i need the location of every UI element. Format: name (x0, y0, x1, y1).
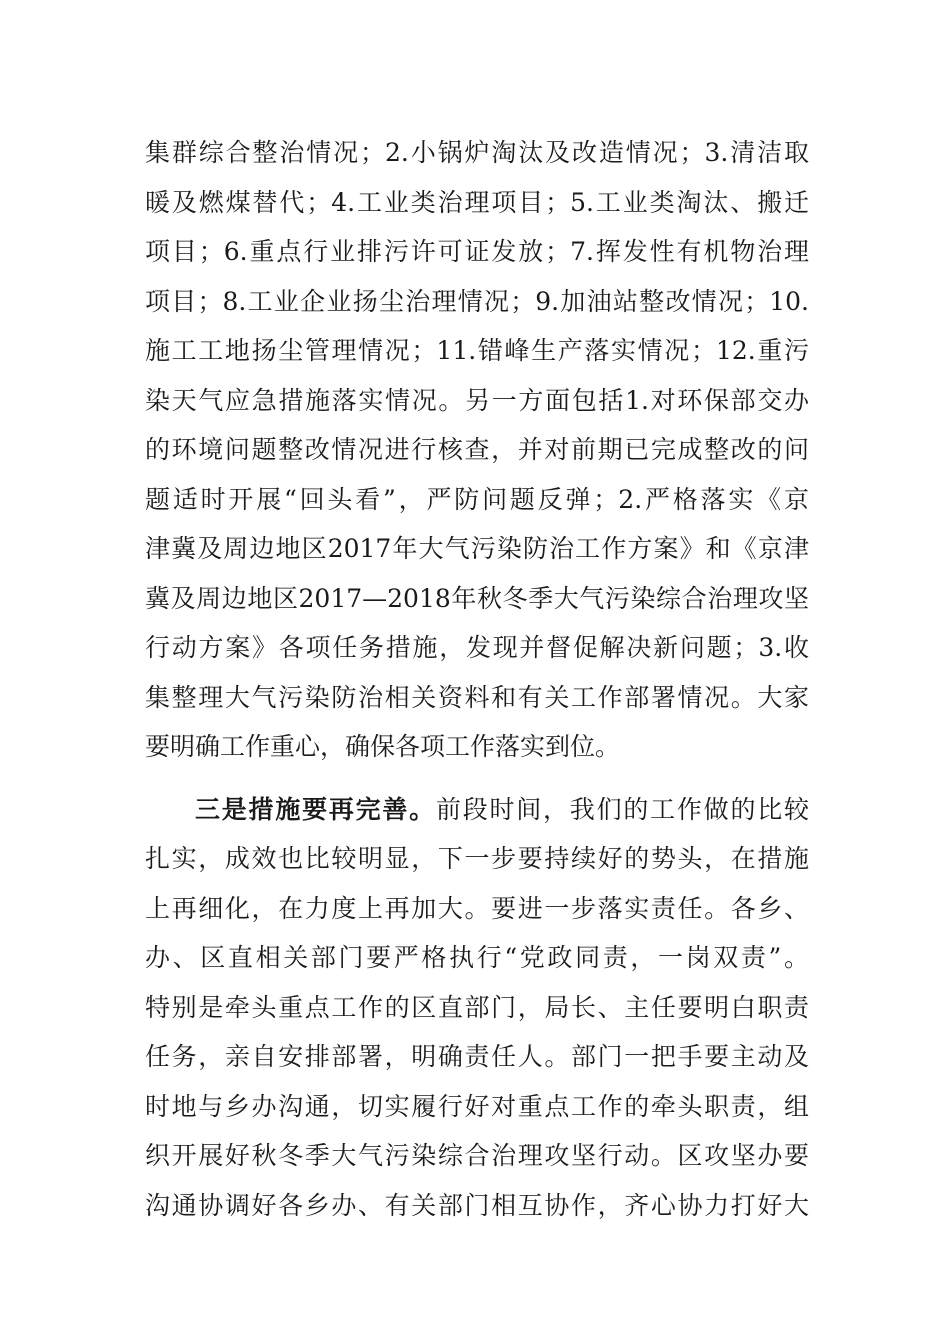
text-line: 织开展好秋冬季大气污染综合治理攻坚行动。区攻坚办要 (145, 1141, 809, 1170)
paragraph-1 (145, 128, 809, 772)
text-line: 集整理大气污染防治相关资料和有关工作部署情况。大家 (145, 682, 809, 712)
paragraph-first-line (145, 785, 809, 835)
paragraph-2 (145, 785, 809, 1231)
document-body (145, 128, 809, 1230)
text-run: 前段时间，我们的工作做的比较 (435, 794, 809, 824)
text-line: 特别是牵头重点工作的区直部门，局长、主任要明白职责 (145, 992, 809, 1022)
text-line: 行动方案》各项任务措施，发现并督促解决新问题；3.收 (145, 633, 809, 662)
text-line: 施工工地扬尘管理情况；11.错峰生产落实情况；12.重污 (145, 336, 809, 365)
text-line: 任务，亲自安排部署，明确责任人。部门一把手要主动及 (145, 1042, 809, 1071)
text-line: 冀及周边地区2017—2018年秋冬季大气污染综合治理攻坚 (145, 583, 809, 613)
text-line: 项目；8.工业企业扬尘治理情况；9.加油站整改情况；10. (145, 286, 809, 316)
text-line: 染天气应急措施落实情况。另一方面包括1.对环保部交办 (145, 385, 809, 415)
text-line: 扎实，成效也比较明显，下一步要持续好的势头，在措施 (145, 844, 809, 873)
text-line: 沟通协调好各乡办、有关部门相互协作，齐心协力打好大 (145, 1190, 809, 1220)
text-line: 集群综合整治情况；2.小锅炉淘汰及改造情况；3.清洁取 (145, 138, 809, 167)
text-line: 暖及燃煤替代；4.工业类治理项目；5.工业类淘汰、搬迁 (145, 187, 809, 217)
text-line: 题适时开展“回头看”，严防问题反弹；2.严格落实《京 (145, 484, 809, 514)
text-line: 办、区直相关部门要严格执行“党政同责，一岗双责”。 (145, 943, 809, 972)
section-heading: 三是措施要再完善。 (195, 794, 436, 824)
text-line: 上再细化，在力度上再加大。要进一步落实责任。各乡、 (145, 893, 809, 923)
text-line: 的环境问题整改情况进行核查，并对前期已完成整改的问 (145, 435, 809, 464)
text-line: 津冀及周边地区2017年大气污染防治工作方案》和《京津 (145, 534, 809, 563)
text-line: 时地与乡办沟通，切实履行好对重点工作的牵头职责，组 (145, 1091, 809, 1121)
text-line: 项目；6.重点行业排污许可证发放；7.挥发性有机物治理 (145, 237, 809, 266)
text-line: 要明确工作重心，确保各项工作落实到位。 (145, 732, 621, 761)
